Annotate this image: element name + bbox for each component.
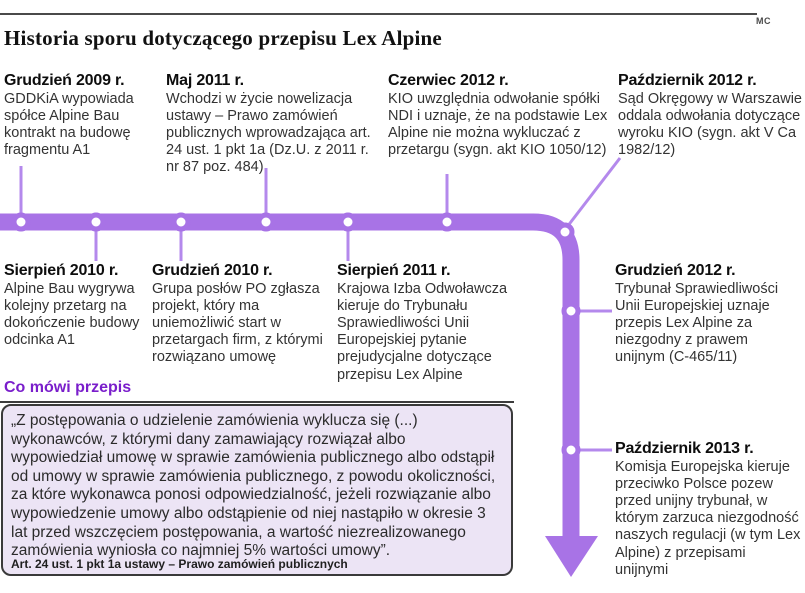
event-2011-08 (337, 262, 537, 384)
event-date: Grudzień 2010 r. (152, 262, 273, 279)
event-2012-06 (388, 72, 608, 159)
node-2009-12 (14, 215, 28, 229)
law-section-rule (0, 401, 514, 403)
event-2009-12 (4, 72, 162, 159)
node-2012-06 (440, 215, 454, 229)
event-date: Sierpień 2010 r. (4, 262, 119, 279)
node-2011-08 (341, 215, 355, 229)
law-section-heading: Co mówi przepis (4, 379, 132, 396)
author-credit: MC (756, 16, 771, 26)
node-2011-05 (259, 215, 273, 229)
event-description: Trybunał Sprawiedliwości Unii Europejskiej uznaje przepis Lex Alpine za niezgodny z prawem unijnym (C-465/11) (615, 281, 779, 366)
timeline-arrowhead-icon (545, 536, 598, 577)
node-2012-10 (558, 225, 572, 239)
node-2010-12 (174, 215, 188, 229)
event-2012-10 (618, 72, 802, 159)
law-quote-source: Art. 24 ust. 1 pkt 1a ustawy – Prawo zamówień publicznych (11, 557, 348, 571)
node-2013-10 (564, 443, 578, 457)
event-description: KIO uwzględnia odwołanie spółki NDI i uznaje, że na podstawie Lex Alpine nie można wykluczać z przetargu (sygn. akt KIO 1050/12) (388, 91, 608, 159)
law-quote-box (1, 404, 513, 576)
node-2012-12 (564, 304, 578, 318)
law-quote-text: „Z postępowania o udzielenie zamówienia wyklucza się (...) wykonawców, z którymi dany zamawiający rozwiązał albo wypowiedział umowę w sprawie zamówienia publicznego albo odstąpił od umowy w sprawie zamówienia publicznego, z powodu okoliczności, za które wykonawca ponosi odpowiedzialność, jeżeli rozwiązanie albo wypowiedzenie umowy albo odstąpienie od niej nastąpiło w okresie 3 lat przed wszczęciem postępowania, a wartość niezrealizowanego zamówienia wyniosła co najmniej 5% wartości umowy”. (11, 412, 496, 560)
event-date: Sierpień 2011 r. (337, 262, 451, 279)
event-2012-12 (615, 262, 801, 367)
page-title: Historia sporu dotyczącego przepisu Lex Alpine (4, 26, 442, 50)
event-2010-12 (152, 262, 342, 367)
event-description: Alpine Bau wygrywa kolejny przetarg na dokończenie budowy odcinka A1 (4, 281, 140, 349)
event-2010-08 (4, 262, 144, 349)
event-2013-10 (615, 440, 801, 579)
event-date: Maj 2011 r. (166, 72, 244, 89)
event-date: Grudzień 2009 r. (4, 72, 125, 89)
event-date: Październik 2012 r. (618, 72, 757, 89)
event-description: GDDKiA wypowiada spółce Alpine Bau kontrakt na budowę fragmentu A1 (4, 91, 134, 159)
event-date: Październik 2013 r. (615, 440, 754, 457)
event-date: Grudzień 2012 r. (615, 262, 736, 279)
top-divider-rule (0, 13, 757, 15)
event-2011-05 (166, 72, 384, 177)
event-description: Krajowa Izba Odwoławcza kieruje do Trybunału Sprawiedliwości Unii Europejskiej pytanie prejudycjalne dotyczące przepisu Lex Alpine (337, 281, 508, 383)
node-2010-08 (89, 215, 103, 229)
event-date: Czerwiec 2012 r. (388, 72, 509, 89)
event-description: Komisja Europejska kieruje przeciwko Polsce pozew przed unijny trybunał, w którym zarzuca niezgodność naszych regulacji (w tym Lex Alpine) z przepisami unijnymi (615, 459, 801, 578)
event-description: Sąd Okręgowy w Warszawie oddala odwołania dotyczące wyroku KIO (sygn. akt V Ca 1982/12) (618, 91, 802, 159)
event-description: Grupa posłów PO zgłasza projekt, który ma uniemożliwić start w przetargach firm, z którymi rozwiązano umowę (152, 281, 323, 366)
event-description: Wchodzi w życie nowelizacja ustawy – Prawo zamówień publicznych wprowadzająca art. 24 ust. 1 pkt 1a (Dz.U. z 2011 r. nr 87 poz. 484) (166, 91, 371, 176)
